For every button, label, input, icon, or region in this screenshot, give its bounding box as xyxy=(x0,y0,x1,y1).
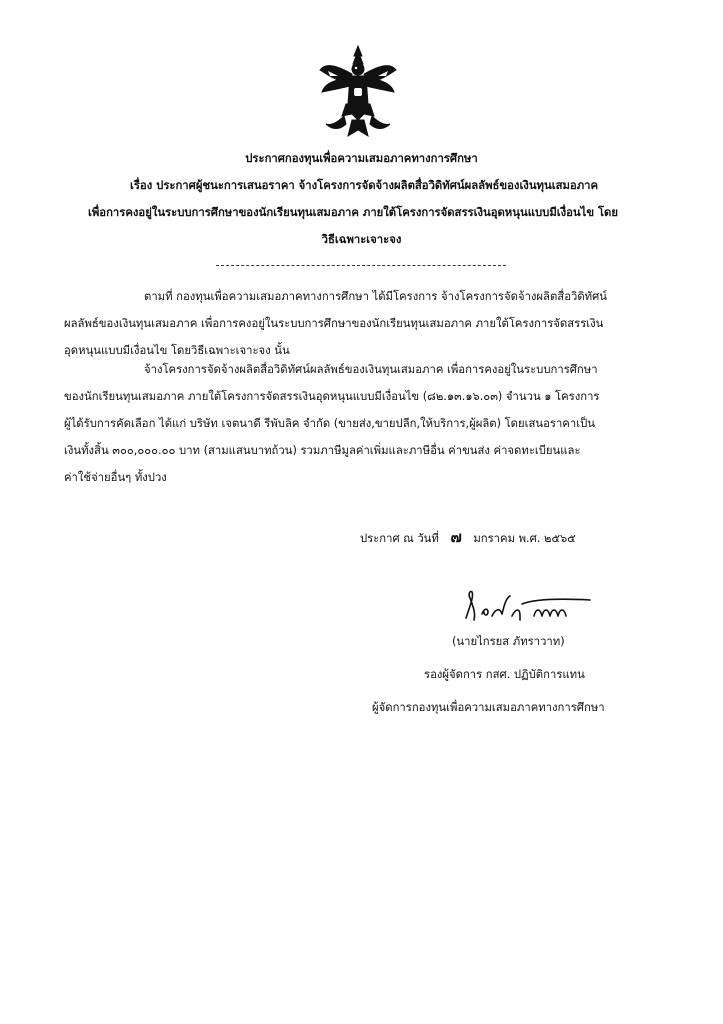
paragraph-2-line-3: ผู้ได้รับการคัดเลือก ได้แก่ บริษัท เจตนาดี รีพับลิค จำกัด (ขายส่ง,ขายปลีก,ให้บริการ,ผู้ผลิต) โดยเสนอราคาเป็น xyxy=(64,417,595,430)
signer-position-2: ผู้จัดการกองทุนเพื่อความเสมอภาคทางการศึกษา xyxy=(372,701,605,714)
paragraph-2-line-5: ค่าใช้จ่ายอื่นๆ ทั้งปวง xyxy=(64,471,167,484)
subject-line-3: วิธีเฉพาะเจาะจง xyxy=(321,233,402,246)
paragraph-1-line-1: ตามที่ กองทุนเพื่อความเสมอภาคทางการศึกษา ได้มีโครงการ จ้างโครงการจัดจ้างผลิตสื่อวิดิทัศน์ xyxy=(144,290,608,303)
subject-line-1: เรื่อง ประกาศผู้ชนะการเสนอราคา จ้างโครงการจัดจ้างผลิตสื่อวิดิทัศน์ผลลัพธ์ของเงินทุนเสมอภาค xyxy=(130,179,599,192)
document-title: ประกาศกองทุนเพื่อความเสมอภาคทางการศึกษา xyxy=(245,152,478,165)
handwritten-signature xyxy=(462,586,594,626)
separator-line xyxy=(216,265,506,266)
paragraph-1-line-3: อุดหนุนแบบมีเงื่อนไข โดยวิธีเฉพาะเจาะจง นั้น xyxy=(64,344,290,357)
announcement-day: ๗ xyxy=(450,528,462,546)
announcement-prefix: ประกาศ ณ วันที่ xyxy=(360,532,439,545)
garuda-emblem-icon xyxy=(316,44,400,140)
paragraph-2-line-1: จ้างโครงการจัดจ้างผลิตสื่อวิดิทัศน์ผลลัพธ์ของเงินทุนเสมอภาค เพื่อการคงอยู่ในระบบการศึกษา xyxy=(144,363,598,376)
paragraph-2-line-2: ของนักเรียนทุนเสมอภาค ภายใต้โครงการจัดสรรเงินอุดหนุนแบบมีเงื่อนไข (๘๒.๑๓.๑๖.๐๓) จำนวน ๑ โครงการ xyxy=(64,390,600,403)
subject-line-2: เพื่อการคงอยู่ในระบบการศึกษาของนักเรียนทุนเสมอภาค ภายใต้โครงการจัดสรรเงินอุดหนุนแบบมีเงื่อนไข โดย xyxy=(88,206,619,219)
announcement-month-year: มกราคม พ.ศ. ๒๕๖๕ xyxy=(473,532,576,545)
signer-name: (นายไกรยส ภัทราวาท) xyxy=(452,635,565,648)
paragraph-2-line-4: เงินทั้งสิ้น ๓๐๐,๐๐๐.๐๐ บาท (สามแสนบาทถ้วน) รวมภาษีมูลค่าเพิ่มและภาษีอื่น ค่าขนส่ง ค่าจดทะเบียนและ xyxy=(64,444,581,457)
announcement-date xyxy=(360,529,576,547)
signer-position-1: รองผู้จัดการ กสศ. ปฏิบัติการแทน xyxy=(424,668,585,681)
paragraph-1-line-2: ผลลัพธ์ของเงินทุนเสมอภาค เพื่อการคงอยู่ในระบบการศึกษาของนักเรียนทุนเสมอภาค ภายใต้โครงการจัดสรรเงิน xyxy=(64,317,604,330)
